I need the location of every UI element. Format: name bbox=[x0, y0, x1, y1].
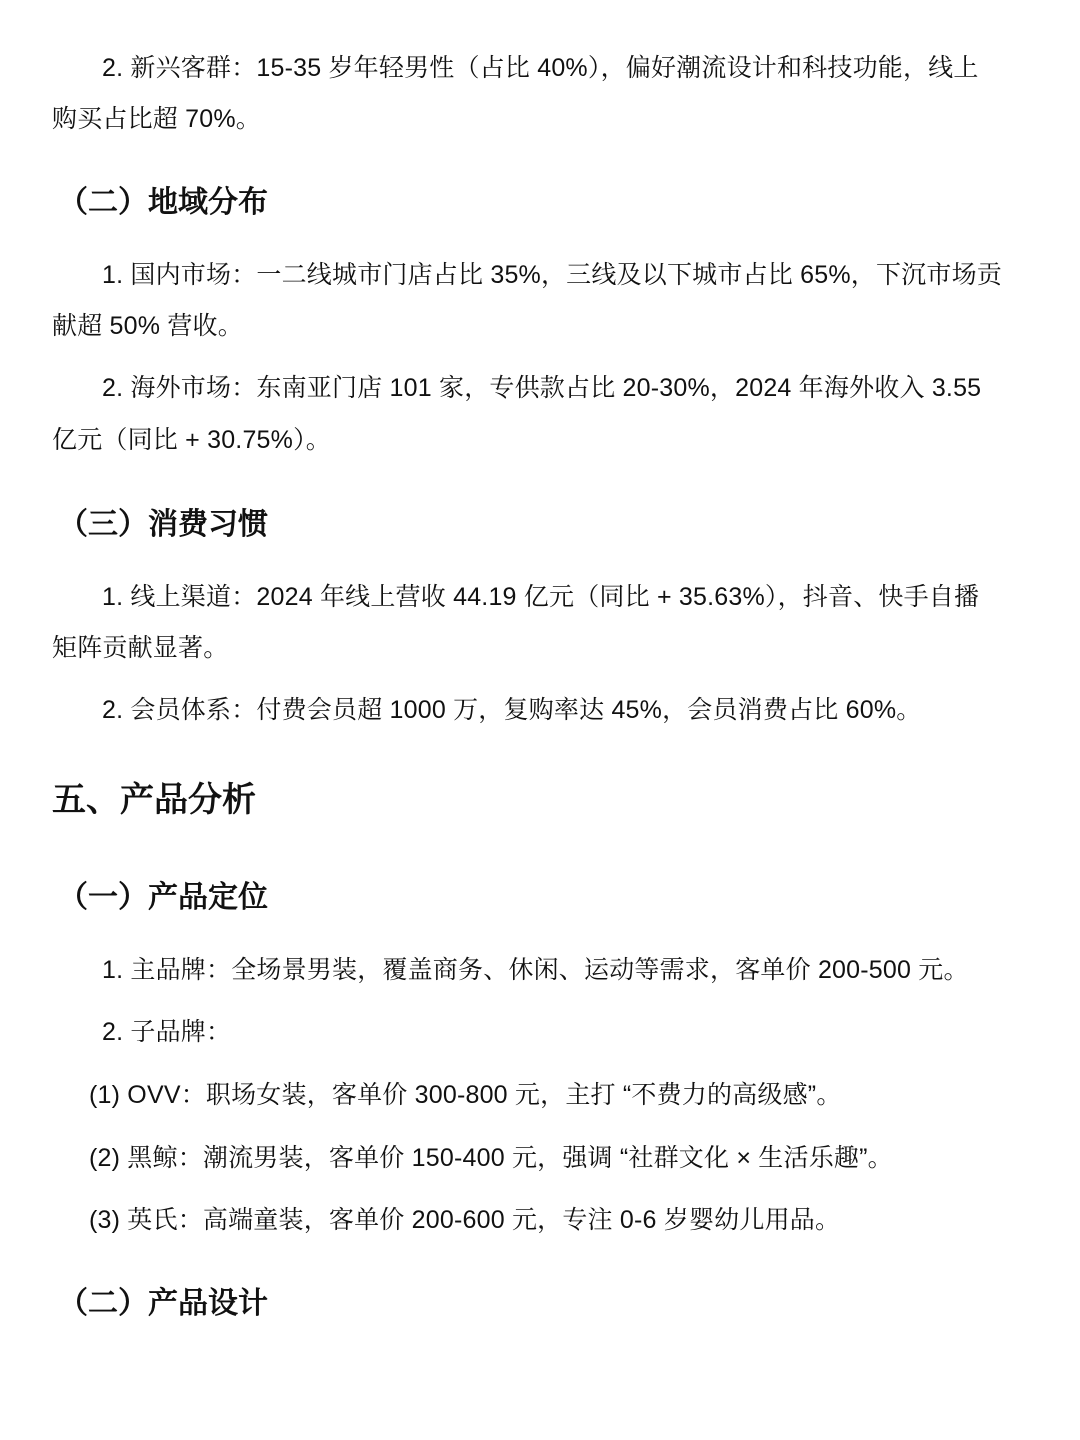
sub-brand-yingshi: (3) 英氏：高端童装，客单价 200-600 元，专注 0-6 岁婴幼儿用品。 bbox=[89, 1206, 841, 1234]
paragraph-new-customers-line2: 购买占比超 70%。 bbox=[52, 105, 261, 133]
paragraph-overseas-line2: 亿元（同比 + 30.75%）。 bbox=[52, 426, 331, 454]
sub-brand-heijing: (2) 黑鲸：潮流男装，客单价 150-400 元，强调 “社群文化 × 生活乐趣”。 bbox=[89, 1144, 893, 1172]
paragraph-online-line1: 1. 线上渠道：2024 年线上营收 44.19 亿元（同比 + 35.63%），抖音、快手自播 bbox=[102, 583, 980, 611]
heading-product-positioning: （一）产品定位 bbox=[58, 881, 268, 914]
section-title-product-analysis: 五、产品分析 bbox=[52, 781, 256, 819]
paragraph-domestic-line1: 1. 国内市场：一二线城市门店占比 35%，三线及以下城市占比 65%，下沉市场贡 bbox=[102, 261, 1002, 289]
heading-product-design: （二）产品设计 bbox=[58, 1287, 268, 1320]
heading-consumption-habits: （三）消费习惯 bbox=[58, 508, 268, 541]
sub-brand-ovv: (1) OVV：职场女装，客单价 300-800 元，主打 “不费力的高级感”。 bbox=[89, 1081, 842, 1109]
paragraph-main-brand: 1. 主品牌：全场景男装，覆盖商务、休闲、运动等需求，客单价 200-500 元。 bbox=[102, 956, 969, 984]
heading-region-distribution: （二）地域分布 bbox=[58, 186, 268, 219]
paragraph-new-customers-line1: 2. 新兴客群：15-35 岁年轻男性（占比 40%），偏好潮流设计和科技功能，线上 bbox=[102, 54, 979, 82]
paragraph-domestic-line2: 献超 50% 营收。 bbox=[52, 312, 243, 340]
paragraph-sub-brand: 2. 子品牌： bbox=[102, 1018, 232, 1046]
paragraph-member-system: 2. 会员体系：付费会员超 1000 万，复购率达 45%，会员消费占比 60%。 bbox=[102, 696, 922, 724]
paragraph-online-line2: 矩阵贡献显著。 bbox=[52, 634, 229, 662]
paragraph-overseas-line1: 2. 海外市场：东南亚门店 101 家，专供款占比 20-30%，2024 年海外收入 3.55 bbox=[102, 374, 982, 402]
